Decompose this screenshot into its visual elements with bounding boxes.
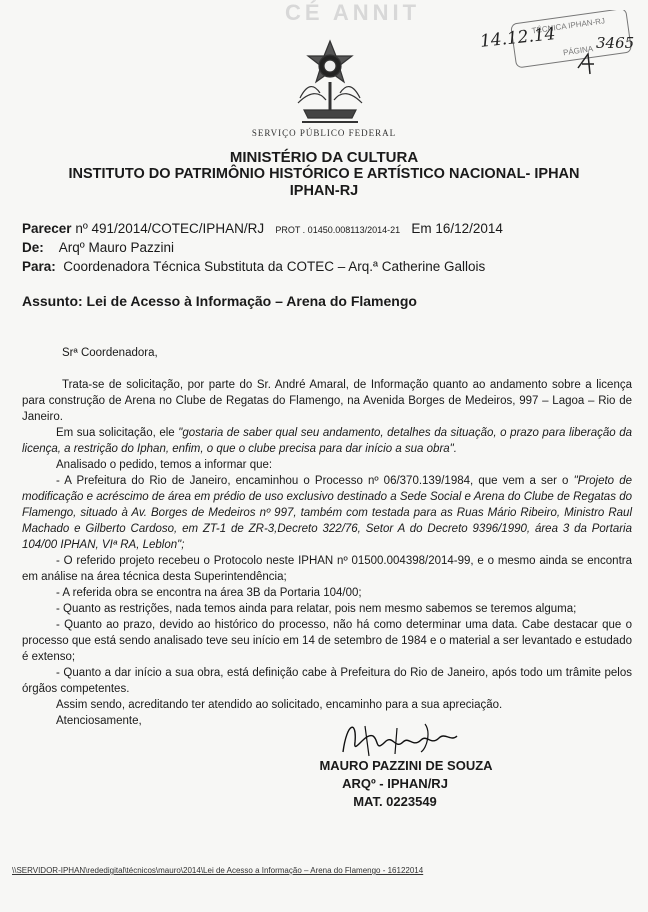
- paragraph-conclusion: Assim sendo, acreditando ter atendido ao solicitado, encaminho para a sua apreciação.: [56, 699, 503, 711]
- paragraph-area: - A referida obra se encontra na área 3B da Portaria 104/00;: [56, 587, 362, 599]
- parecer-label: Parecer: [22, 221, 72, 236]
- from-line: [22, 240, 174, 255]
- memo-date: Em 16/12/2014: [411, 221, 503, 236]
- paragraph-process-quote: "Projeto de modificação e acréscimo de área em prédio de uso exclusivo destinado a Sede Social e Arena do Clube de Regatas do Flamengo, situado à Av. Borges de Medeiros nº 997, também com testada para as Ruas Mário Ribeiro, Ministro Raul Machado e Gilberto Cardoso, em ZT-1 de ZR-3,Decreto 322/76, Setor A do Decreto 9396/1990, área 3 da Portaria 104/00 IPHAN, VIª RA, Leblon";: [22, 475, 632, 551]
- handwritten-signature: [335, 712, 465, 762]
- protocol-number: PROT . 01450.008113/2014-21: [275, 225, 401, 235]
- from-value: Arqº Mauro Pazzini: [58, 240, 175, 255]
- from-label: De:: [22, 240, 44, 255]
- stamp-top-text: TÉCNICA IPHAN-RJ: [531, 16, 606, 36]
- file-path-footer: \\SERVIDOR-IPHAN\rededigital\técnicos\mauro\2014\Lei de Acesso a Informação – Arena do Flamengo - 16122014: [12, 866, 424, 875]
- parecer-value: nº 491/2014/COTEC/IPHAN/RJ: [75, 221, 265, 236]
- paragraph-process-intro: - A Prefeitura do Rio de Janeiro, encaminhou o Processo nº 06/370.139/1984, que vem a ser o: [56, 475, 574, 487]
- paragraph-quote-text: "gostaria de saber qual seu andamento, detalhes da situação, o prazo para liberação da licença, a restrição do Iphan, enfim, o que o clube precisa para dar início a sua obra".: [22, 427, 632, 455]
- closing: Atenciosamente,: [56, 715, 142, 727]
- paragraph-quote: [22, 425, 632, 457]
- subject-line: Assunto: Lei de Acesso à Informação – Arena do Flamengo: [22, 293, 417, 309]
- stamp-page-number: 3465: [596, 34, 635, 52]
- signer-registration: MAT. 0223549: [353, 794, 437, 809]
- to-line: [22, 259, 485, 274]
- paragraph-protocol: - O referido projeto recebeu o Protocolo neste IPHAN nº 01500.004398/2014-99, e o mesmo ainda se encontra em análise na área técnica desta Superintendência;: [22, 555, 632, 583]
- paragraph-quote-intro: Em sua solicitação, ele: [56, 427, 179, 439]
- parecer-line: [22, 221, 503, 236]
- memo-body: [22, 377, 632, 729]
- to-label: Para:: [22, 259, 56, 274]
- paragraph-deadline: - Quanto ao prazo, devido ao histórico do processo, não há como determinar uma data. Cabe destacar que o processo que está sendo analisado teve seu início em 14 de setembro de 1984 e o material a ser levantado e estudado é extenso;: [22, 619, 632, 663]
- signer-role: ARQº - IPHAN/RJ: [342, 776, 448, 791]
- paragraph-restrictions: - Quanto as restrições, nada temos ainda para relatar, pois nem mesmo sabemos se teremos alguma;: [56, 603, 577, 615]
- stamp-handwritten-date: 14.12.14: [479, 24, 557, 52]
- paragraph-analysis: Analisado o pedido, temos a informar que:: [56, 459, 273, 471]
- paragraph-process: [22, 473, 632, 553]
- paragraph-request: Trata-se de solicitação, por parte do Sr. André Amaral, de Informação quanto ao andamento sobre a licença para construção de Arena no Clube de Regatas do Flamengo, na Avenida Borges de Medeiros, 997 – Lagoa – Rio de Janeiro.: [22, 379, 632, 423]
- institute-title: INSTITUTO DO PATRIMÔNIO HISTÓRICO E ARTÍSTICO NACIONAL- IPHAN: [68, 166, 580, 182]
- unit-title: IPHAN-RJ: [289, 183, 359, 199]
- ministry-title: MINISTÉRIO DA CULTURA: [229, 149, 419, 166]
- paragraph-start: - Quanto a dar início a sua obra, está definição cabe à Prefeitura do Rio de Janeiro, após todo um trâmite pelos órgãos competentes.: [22, 667, 632, 695]
- salutation: [22, 345, 632, 361]
- signer-name: MAURO PAZZINI DE SOUZA: [319, 758, 493, 773]
- bleed-through-mark: CÉ ANNIT: [285, 0, 421, 25]
- service-label: SERVIÇO PÚBLICO FEDERAL: [251, 128, 397, 138]
- protocol-stamp: [478, 10, 638, 80]
- to-value: Coordenadora Técnica Substituta da COTEC – Arq.ª Catherine Gallois: [63, 259, 486, 274]
- salutation-text: Srª Coordenadora,: [62, 347, 158, 359]
- stamp-page-label: PÁGINA: [562, 44, 594, 58]
- coat-of-arms-icon: [290, 38, 370, 128]
